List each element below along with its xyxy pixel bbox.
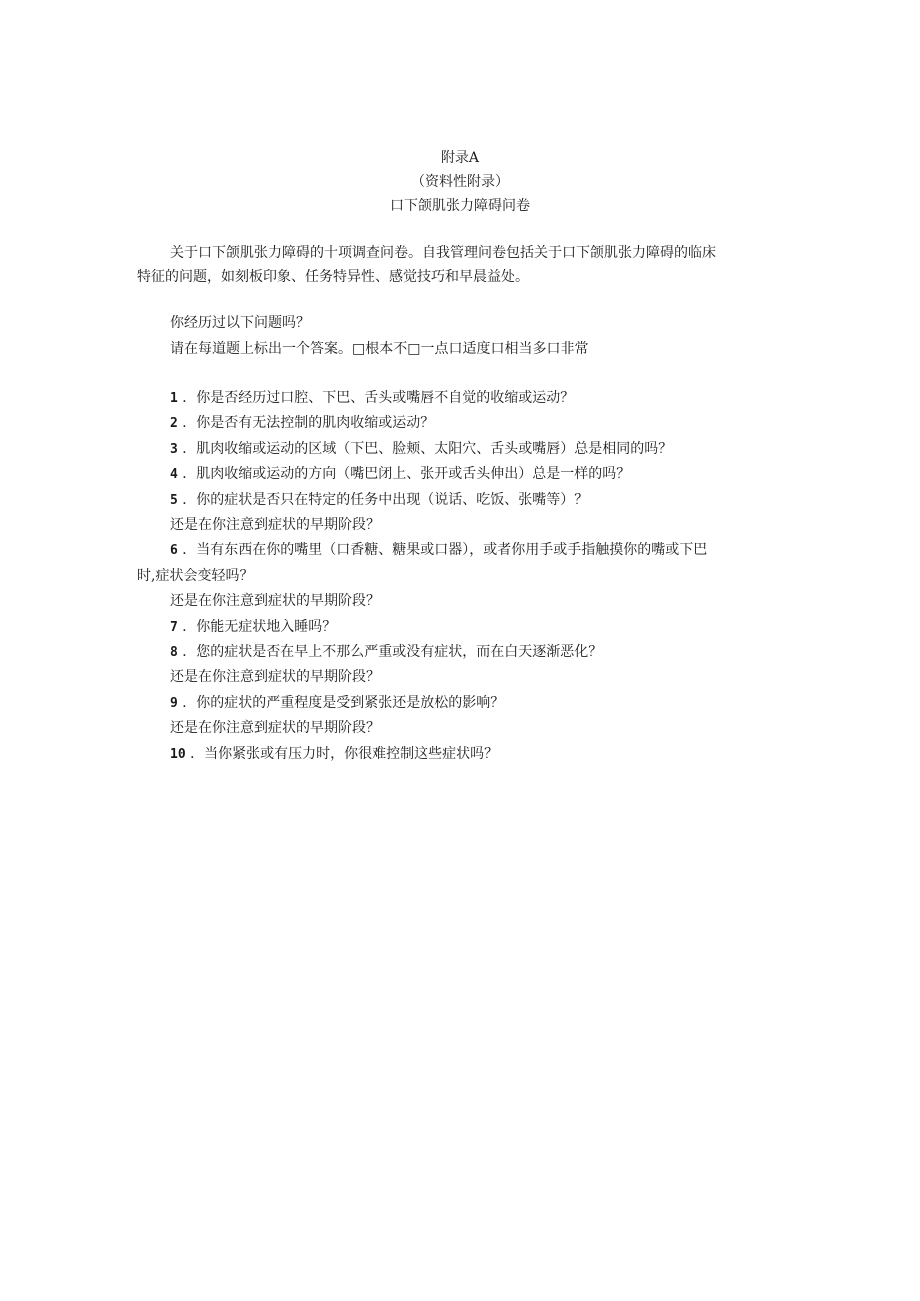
question-text: ．肌肉收缩或运动的区域（下巴、脸颊、太阳穴、舌头或嘴唇）总是相同的吗？ — [182, 440, 673, 457]
question-item — [137, 615, 787, 640]
question-number: 3 — [170, 441, 178, 457]
question-item — [137, 437, 787, 462]
question-followup: 还是在你注意到症状的早期阶段？ — [170, 517, 380, 534]
question-number: 5 — [170, 492, 178, 508]
question-text: ．您的症状是否在早上不那么严重或没有症状，而在白天逐渐恶化？ — [182, 644, 603, 661]
question-list — [137, 386, 787, 767]
intro-line-1: 关于口下颌肌张力障碍的十项调查问卷。自我管理问卷包括关于口下颌肌张力障碍的临床 — [170, 245, 716, 261]
prompt-instruction: 请在每道题上标出一个答案。□根本不□一点口适度口相当多口非常 — [170, 341, 589, 357]
question-number: 6 — [170, 543, 178, 559]
question-number: 7 — [170, 619, 178, 635]
question-item — [137, 411, 787, 436]
question-text: ．你能无症状地入睡吗？ — [182, 618, 337, 635]
questionnaire-title: 口下颌肌张力障碍问卷 — [390, 198, 530, 214]
question-text-continued: 时,症状会变轻吗？ — [137, 567, 254, 584]
appendix-label: 附录A — [440, 150, 480, 166]
question-number: 4 — [170, 467, 178, 483]
question-number: 1 — [170, 391, 178, 406]
question-item — [137, 742, 787, 767]
question-text: ．肌肉收缩或运动的方向（嘴巴闭上、张开或舌头伸出）总是一样的吗？ — [182, 466, 631, 483]
question-item — [137, 640, 787, 665]
question-text: ．你是否有无法控制的肌肉收缩或运动？ — [182, 415, 435, 432]
question-followup: 还是在你注意到症状的早期阶段？ — [170, 593, 380, 610]
question-text: ．你是否经历过口腔、下巴、舌头或嘴唇不自觉的收缩或运动？ — [182, 390, 575, 406]
intro-paragraph — [137, 241, 777, 289]
question-text: ．你的症状的严重程度是受到紧张还是放松的影响？ — [182, 694, 505, 711]
question-item — [137, 488, 787, 513]
question-item — [137, 462, 787, 487]
appendix-type: （资料性附录） — [411, 174, 509, 190]
question-number: 2 — [170, 416, 178, 432]
question-text: ．你的症状是否只在特定的任务中出现（说话、吃饭、张嘴等）？ — [182, 491, 589, 508]
question-item — [137, 386, 787, 411]
question-number: 10 — [170, 746, 186, 762]
question-followup: 还是在你注意到症状的早期阶段？ — [170, 669, 380, 686]
question-number: 8 — [170, 645, 178, 661]
question-followup: 还是在你注意到症状的早期阶段？ — [170, 720, 380, 737]
question-item — [137, 538, 787, 563]
intro-line-2: 特征的问题，如刻板印象、任务特异性、感觉技巧和早晨益处。 — [137, 269, 529, 285]
question-number: 9 — [170, 695, 178, 711]
question-text: ．当你紧张或有压力时，你很难控制这些症状吗？ — [190, 745, 499, 762]
prompt-question: 你经历过以下问题吗？ — [170, 315, 310, 331]
question-item — [137, 691, 787, 716]
question-text: ．当有东西在你的嘴里（口香糖、糖果或口器），或者你用手或手指触摸你的嘴或下巴 — [182, 542, 708, 559]
